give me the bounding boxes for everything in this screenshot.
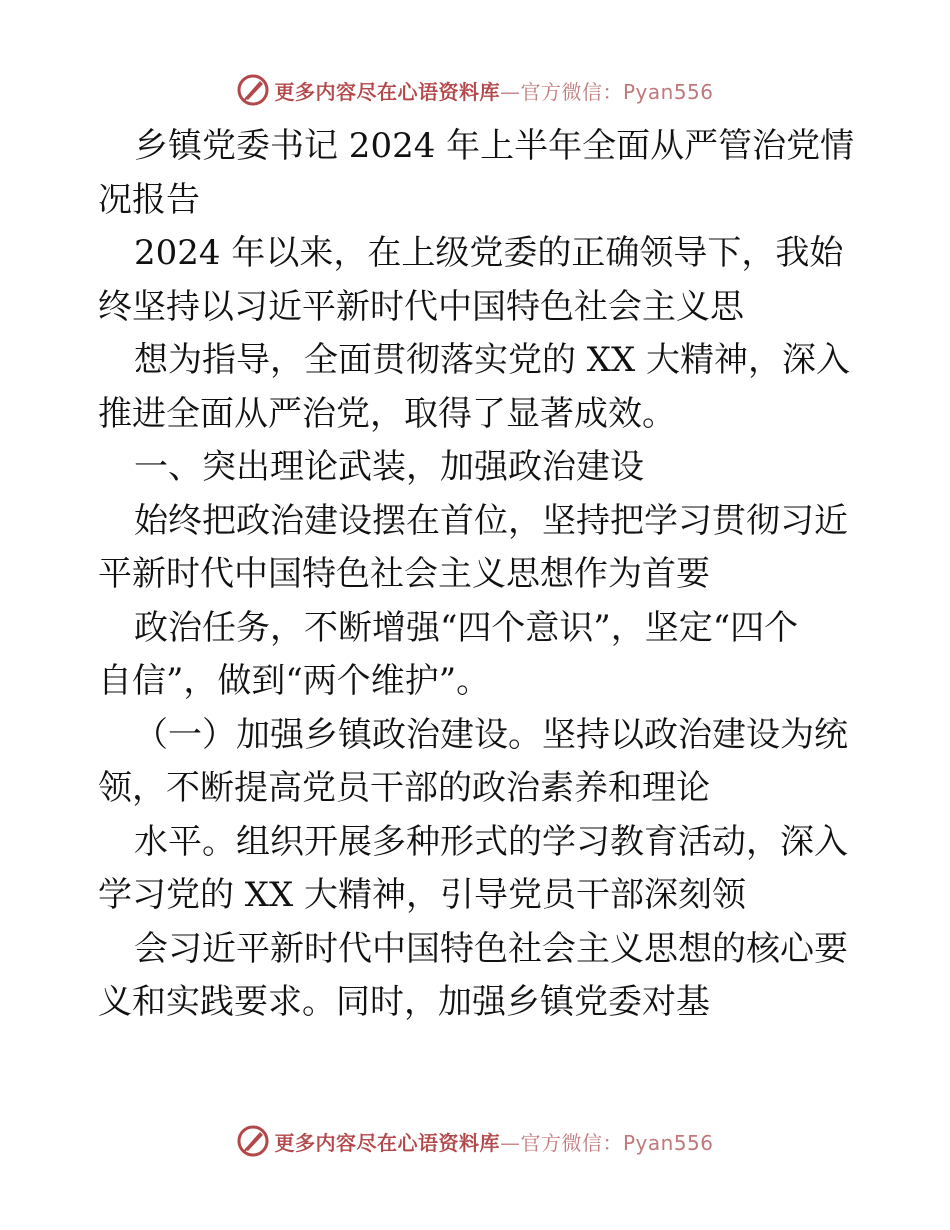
paragraph-line: 平新时代中国特色社会主义思想作为首要: [98, 554, 710, 594]
quill-pen-logo-icon: [236, 73, 270, 107]
watermark-site-text: 更多内容尽在心语资料库: [274, 1130, 500, 1155]
header-watermark-banner: [0, 70, 950, 110]
paragraph-line: 学习党的 XX 大精神，引导党员干部深刻领: [98, 875, 747, 915]
quill-pen-logo-icon: [236, 1124, 270, 1158]
paragraph-line: 始终把政治建设摆在首位，坚持把学习贯彻习近: [134, 500, 848, 541]
paragraph-line: 2024 年以来，在上级党委的正确领导下，我始: [134, 233, 844, 273]
paragraph-line: 会习近平新时代中国特色社会主义思想的核心要: [134, 928, 848, 969]
paragraph-line: 领，不断提高党员干部的政治素养和理论: [98, 768, 710, 808]
subsection-heading: （一）加强乡镇政治建设。坚持以政治建设为统: [134, 714, 848, 755]
watermark-wechat-label: 官方微信：: [520, 79, 623, 104]
paragraph-line: 水平。组织开展多种形式的学习教育活动，深入: [134, 821, 848, 862]
paragraph-line: 自信”，做到“两个维护”。: [98, 661, 491, 701]
paragraph-line: 终坚持以习近平新时代中国特色社会主义思: [98, 286, 744, 327]
watermark-site-text: 更多内容尽在心语资料库: [274, 79, 500, 104]
watermark-wechat-label: 官方微信：: [520, 1130, 623, 1155]
paragraph-line: 政治任务，不断增强“四个意识”，坚定“四个: [134, 607, 799, 648]
document-title-line-1: 乡镇党委书记 2024 年上半年全面从严管治党情: [134, 126, 854, 166]
paragraph-line: 推进全面从严治党，取得了显著成效。: [98, 393, 676, 434]
watermark-wechat-id: Pyan556: [622, 79, 714, 104]
document-body: [98, 120, 854, 1030]
watermark-text: [274, 76, 713, 105]
section-heading: 一、突出理论武装，加强政治建设: [134, 447, 644, 487]
watermark-separator: —: [499, 1130, 521, 1155]
watermark-separator: —: [499, 79, 521, 104]
watermark-wechat-id: Pyan556: [622, 1130, 714, 1155]
footer-watermark-banner: [0, 1121, 950, 1161]
paragraph-line: 义和实践要求。同时，加强乡镇党委对基: [98, 982, 710, 1022]
paragraph-line: 想为指导，全面贯彻落实党的 XX 大精神，深入: [134, 340, 851, 380]
watermark-text: [274, 1127, 713, 1156]
document-title-line-2: 况报告: [98, 179, 200, 220]
